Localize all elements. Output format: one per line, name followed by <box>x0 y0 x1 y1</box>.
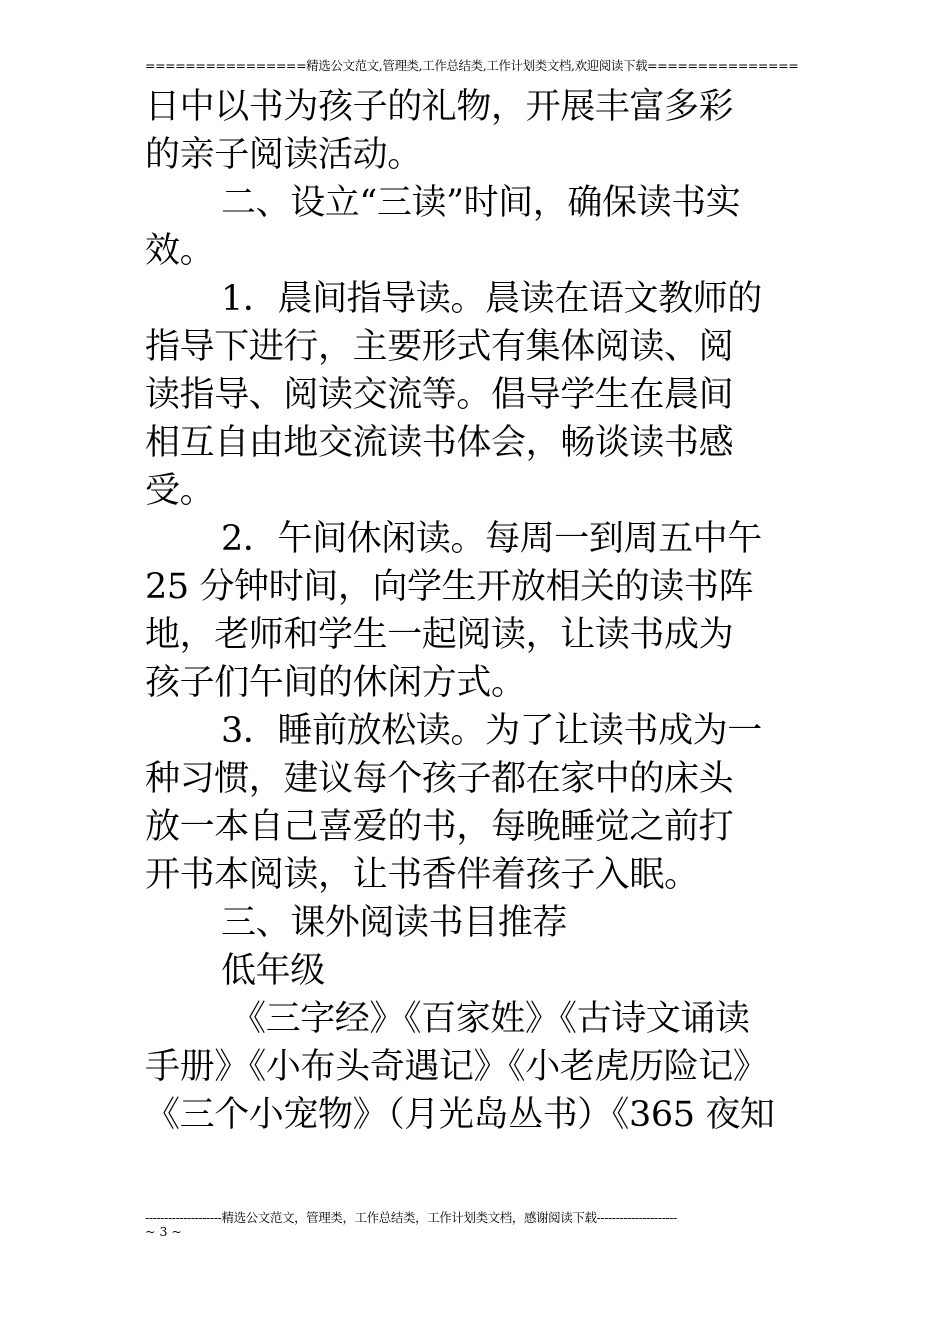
section-heading-two: 二、设立“三读”时间，确保读书实 <box>221 183 741 223</box>
text-line: 相互自由地交流读书体会，畅谈读书感 <box>145 423 734 463</box>
text-line: 读指导、阅读交流等。倡导学生在晨间 <box>145 375 734 415</box>
text-line: 1．晨间指导读。晨读在语文教师的 <box>221 279 762 319</box>
text-line: 日中以书为孩子的礼物，开展丰富多彩 <box>145 87 734 127</box>
text-line: 放一本自己喜爱的书，每晚睡觉之前打 <box>145 807 734 847</box>
text-line: 3．睡前放松读。为了让读书成为一 <box>221 711 762 751</box>
text-line: 的亲子阅读活动。 <box>145 135 422 175</box>
page-number: ~ 3 ~ <box>145 1224 182 1239</box>
text-line: 种习惯，建议每个孩子都在家中的床头 <box>145 759 734 799</box>
text-line: 效。 <box>145 231 215 271</box>
text-line: 开书本阅读，让书香伴着孩子入眠。 <box>145 855 699 895</box>
section-heading-three: 三、课外阅读书目推荐 <box>221 903 568 943</box>
text-line: 《三个小宠物》（月光岛丛书）《365 夜知 <box>145 1095 775 1135</box>
text-line: 2．午间休闲读。每周一到周五中午 <box>221 519 762 559</box>
text-line: 指导下进行，主要形式有集体阅读、阅 <box>145 327 734 367</box>
subheading-grade: 低年级 <box>221 951 325 991</box>
page-footer-banner: --------------------精选公文范文，管理类，工作总结类，工作计划类文档，感谢阅读下载--------------------- <box>145 1210 677 1225</box>
text-line: 手册》《小布头奇遇记》《小老虎历险记》 <box>145 1047 768 1087</box>
text-line: 地，老师和学生一起阅读，让读书成为 <box>145 615 734 655</box>
text-line: 25 分钟时间，向学生开放相关的读书阵 <box>145 567 754 607</box>
document-body <box>145 83 810 1139</box>
text-line: 受。 <box>145 471 215 511</box>
text-line: 孩子们午间的休闲方式。 <box>145 663 526 703</box>
page-header-banner: ================精选公文范文,管理类,工作总结类,工作计划类文档,欢迎阅读下载=============== <box>145 58 799 73</box>
text-line: 《三字经》《百家姓》《古诗文诵读 <box>231 999 750 1039</box>
